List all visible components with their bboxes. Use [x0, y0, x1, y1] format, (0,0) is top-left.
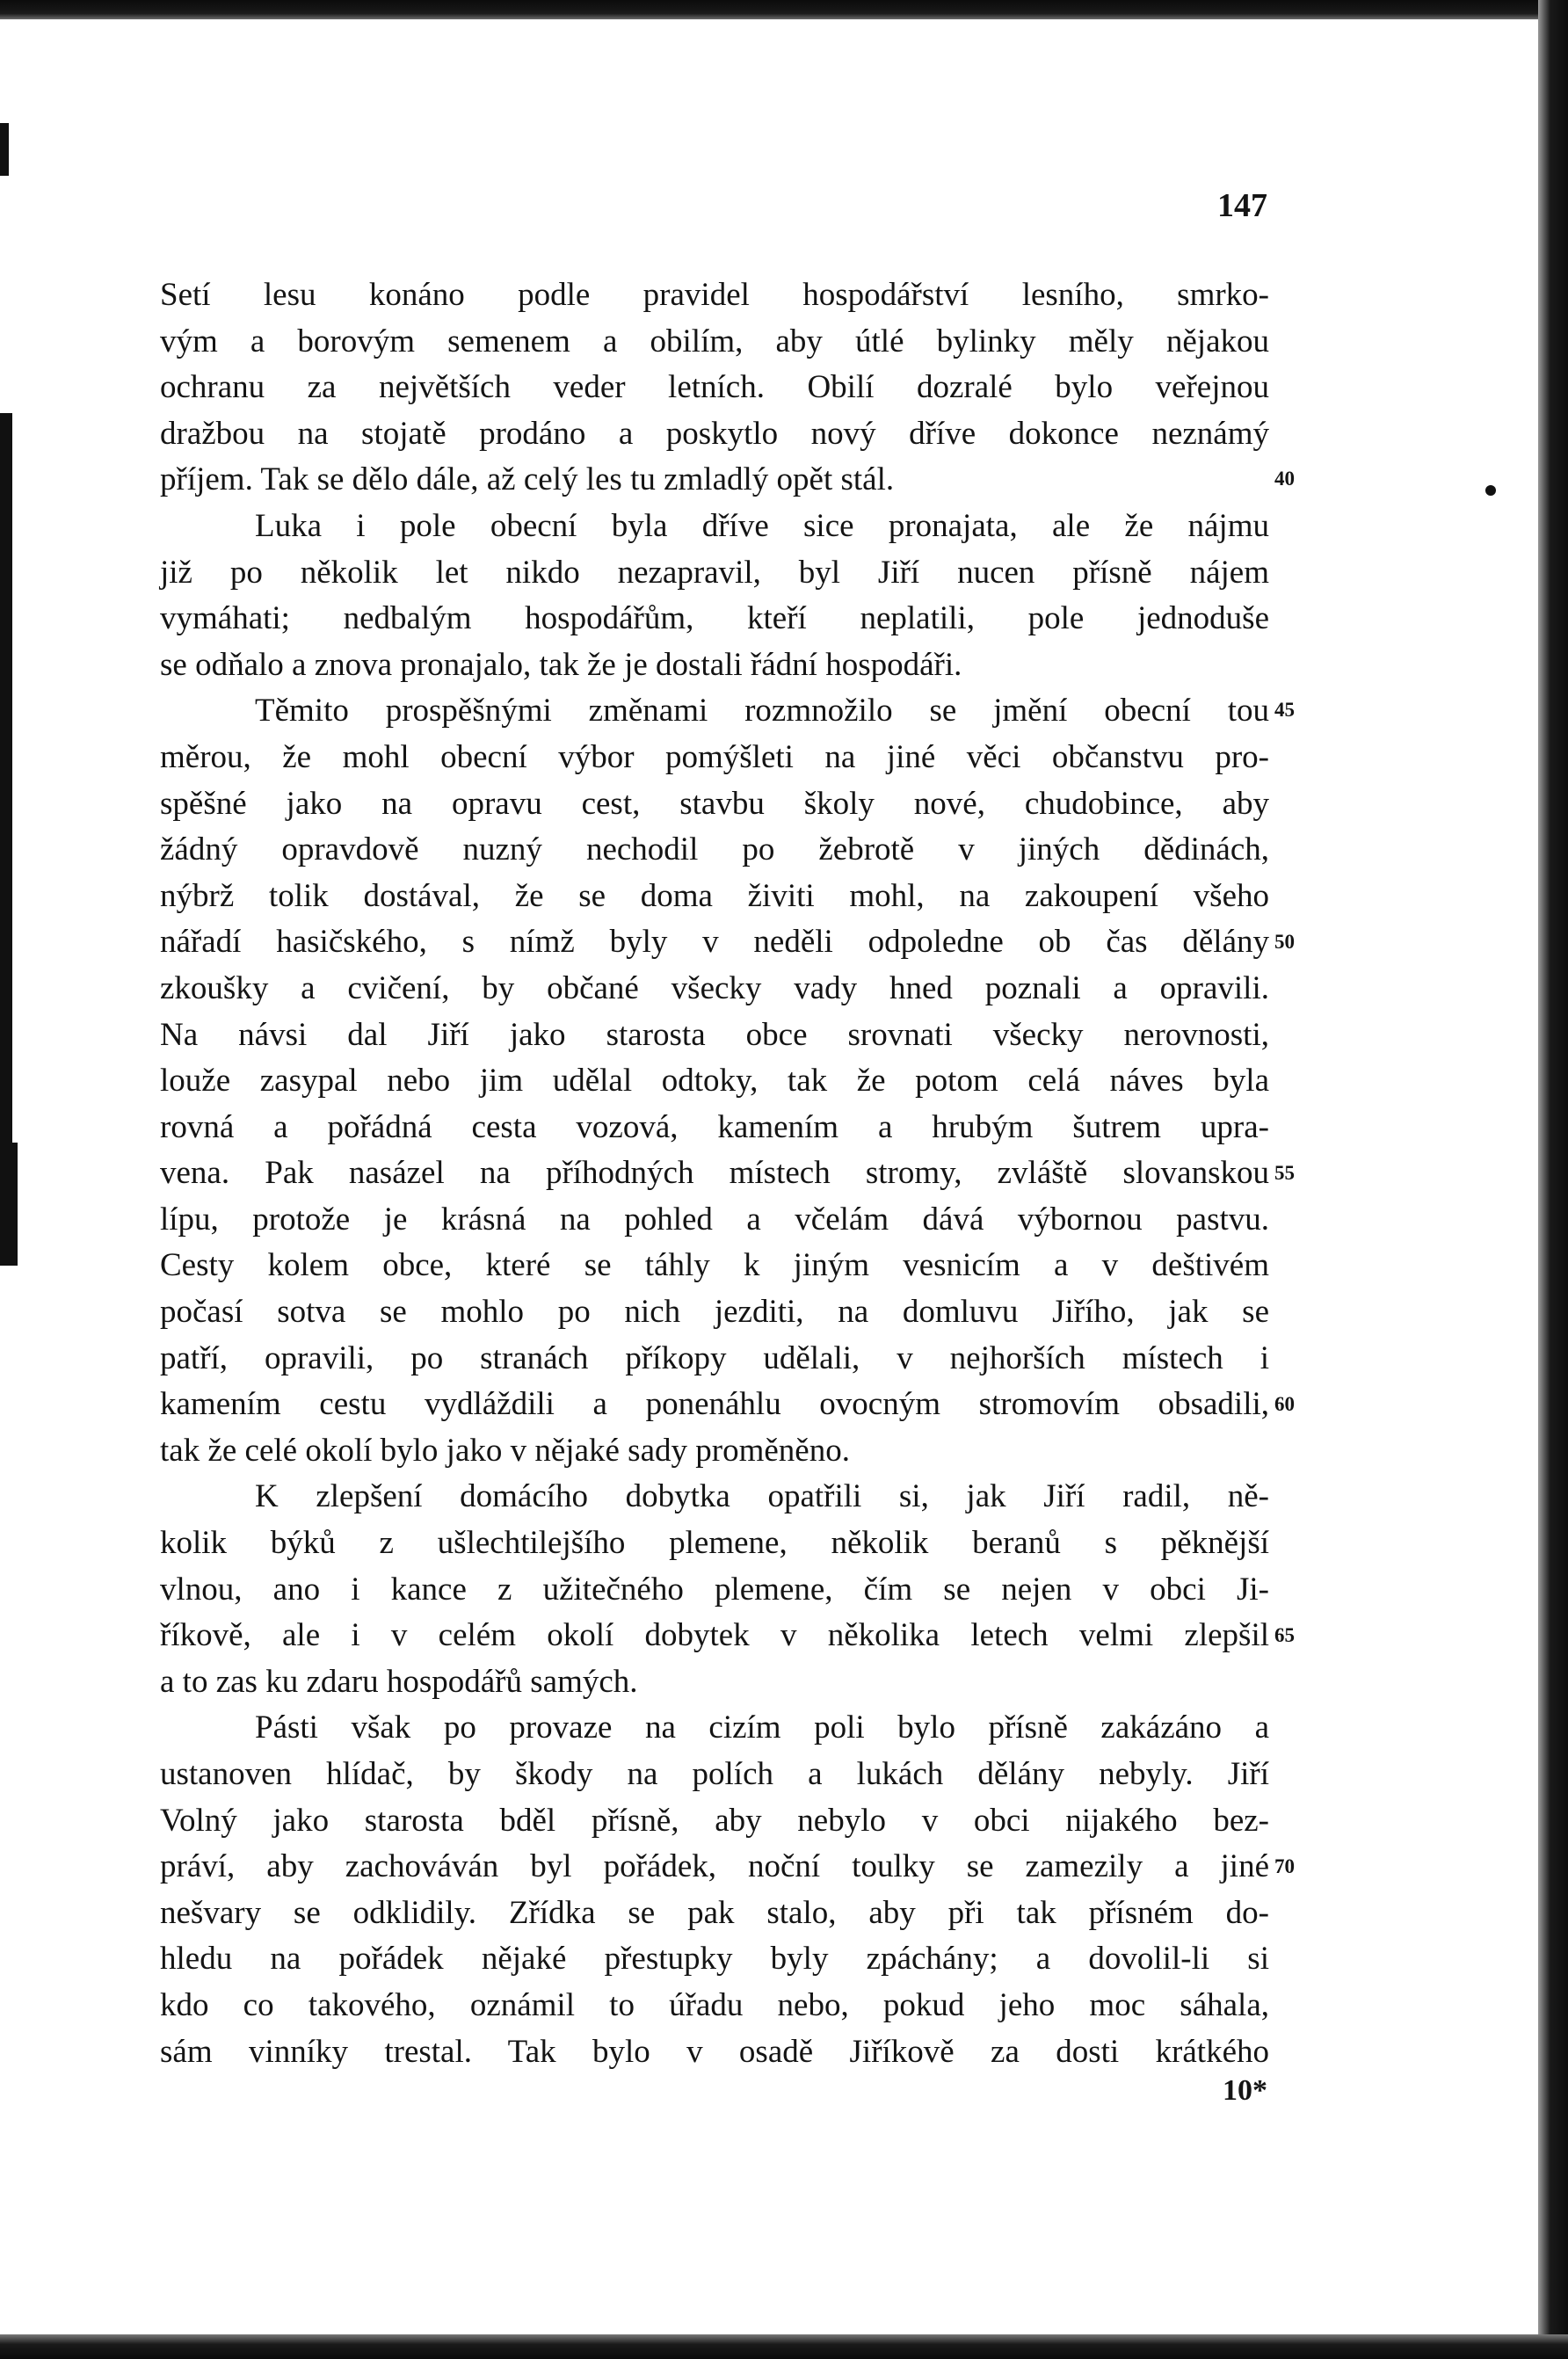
text-line: spěšné jako na opravu cest, stavbu školy nové, chudobince, aby	[160, 785, 1269, 822]
text-line: vlnou, ano i kance z užitečného plemene, čím se nejen v obci Ji-	[160, 1571, 1269, 1608]
scan-edge-mark	[0, 123, 9, 176]
text-line: K zlepšení domácího dobytka opatřili si, jak Jiří radil, ně-	[255, 1478, 1269, 1515]
text-line: Setí lesu konáno podle pravidel hospodářství lesního, smrko-	[160, 277, 1269, 313]
signature-mark: 10*	[1223, 2074, 1267, 2107]
text-line: zkoušky a cvičení, by občané všecky vady hned poznali a opravili.	[160, 969, 1269, 1006]
text-line: patří, opravili, po stranách příkopy udělali, v nejhorších místech i	[160, 1339, 1269, 1376]
text-line: příjem. Tak se dělo dále, až celý les tu zmladlý opět stál.	[160, 461, 895, 498]
scan-border-right	[1538, 0, 1568, 2359]
text-line: Těmito prospěšnými změnami rozmnožilo se jmění obecní tou	[255, 693, 1269, 729]
text-line: ochranu za největších veder letních. Obilí dozralé bylo veřejnou	[160, 369, 1269, 406]
text-line: louže zasypal nebo jim udělal odtoky, tak že potom celá náves byla	[160, 1063, 1269, 1100]
text-line: kolik býků z ušlechtilejšího plemene, několik beranů s pěknější	[160, 1525, 1269, 1562]
text-line: Cesty kolem obce, které se táhly k jiným vesnicím a v deštivém	[160, 1247, 1269, 1284]
text-line: dražbou na stojatě prodáno a poskytlo nový dříve dokonce neznámý	[160, 415, 1269, 452]
margin-line-number: 55	[1274, 1162, 1295, 1184]
margin-line-number: 45	[1274, 699, 1295, 721]
margin-line-number: 60	[1274, 1393, 1295, 1415]
body-text	[160, 272, 1269, 2075]
text-line: Pásti však po provaze na cizím poli bylo přísně zakázáno a	[255, 1709, 1269, 1746]
text-line: rovná a pořádná cesta vozová, kamením a hrubým šutrem upra-	[160, 1108, 1269, 1145]
text-line: žádný opravdově nuzný nechodil po žebrotě v jiných dědinách,	[160, 831, 1269, 868]
scan-edge-mark	[0, 1143, 18, 1266]
text-line: se odňalo a znova pronajalo, tak že je dostali řádní hospodáři.	[160, 646, 962, 683]
text-line: vým a borovým semenem a obilím, aby útlé bylinky měly nějakou	[160, 323, 1269, 359]
text-line: kamením cestu vydláždili a ponenáhlu ovocným stromovím obsadili,	[160, 1386, 1269, 1423]
margin-line-number: 65	[1274, 1624, 1295, 1646]
text-line: práví, aby zachováván byl pořádek, noční toulky se zamezily a jiné	[160, 1848, 1269, 1885]
text-line: Luka i pole obecní byla dříve sice pronajata, ale že nájmu	[255, 507, 1269, 544]
text-line: nýbrž tolik dostával, že se doma živiti mohl, na zakoupení všeho	[160, 877, 1269, 914]
text-line: Volný jako starosta bděl přísně, aby nebylo v obci nijakého bez-	[160, 1802, 1269, 1839]
text-line: nářadí hasičského, s nímž byly v neděli odpoledne ob čas dělány	[160, 924, 1269, 961]
text-line: nešvary se odklidily. Zřídka se pak stalo, aby při tak přísném do-	[160, 1894, 1269, 1931]
text-line: sám vinníky trestal. Tak bylo v osadě Jiříkově za dosti krátkého	[160, 2033, 1269, 2070]
margin-line-number: 70	[1274, 1855, 1295, 1877]
scan-speck	[1485, 485, 1496, 496]
scan-border-bottom	[0, 2334, 1568, 2359]
text-line: vena. Pak nasázel na příhodných místech stromy, zvláště slovanskou	[160, 1155, 1269, 1192]
scan-border-top	[0, 0, 1568, 19]
text-line: hledu na pořádek nějaké přestupky byly zpáchány; a dovolil-li si	[160, 1941, 1269, 1978]
text-line: a to zas ku zdaru hospodářů samých.	[160, 1663, 638, 1700]
text-line: již po několik let nikdo nezapravil, byl Jiří nucen přísně nájem	[160, 554, 1269, 591]
text-line: kdo co takového, oznámil to úřadu nebo, pokud jeho moc sáhala,	[160, 1986, 1269, 2023]
text-line: počasí sotva se mohlo po nich jezditi, na domluvu Jiřího, jak se	[160, 1294, 1269, 1331]
text-line: vymáhati; nedbalým hospodářům, kteří neplatili, pole jednoduše	[160, 600, 1269, 637]
margin-line-number: 40	[1274, 468, 1295, 490]
text-line: měrou, že mohl obecní výbor pomýšleti na jiné věci občanstvu pro-	[160, 738, 1269, 775]
text-line: ustanoven hlídač, by škody na polích a lukách dělány nebyly. Jiří	[160, 1756, 1269, 1792]
margin-line-number: 50	[1274, 931, 1295, 953]
text-line: tak že celé okolí bylo jako v nějaké sady proměněno.	[160, 1432, 850, 1469]
text-line: Na návsi dal Jiří jako starosta obce srovnati všecky nerovnosti,	[160, 1016, 1269, 1053]
scan-edge-mark	[0, 413, 12, 1204]
page-number: 147	[1217, 187, 1267, 224]
text-line: říkově, ale i v celém okolí dobytek v několika letech velmi zlepšil	[160, 1617, 1269, 1654]
text-line: lípu, protože je krásná na pohled a včelám dává výbornou pastvu.	[160, 1201, 1269, 1238]
